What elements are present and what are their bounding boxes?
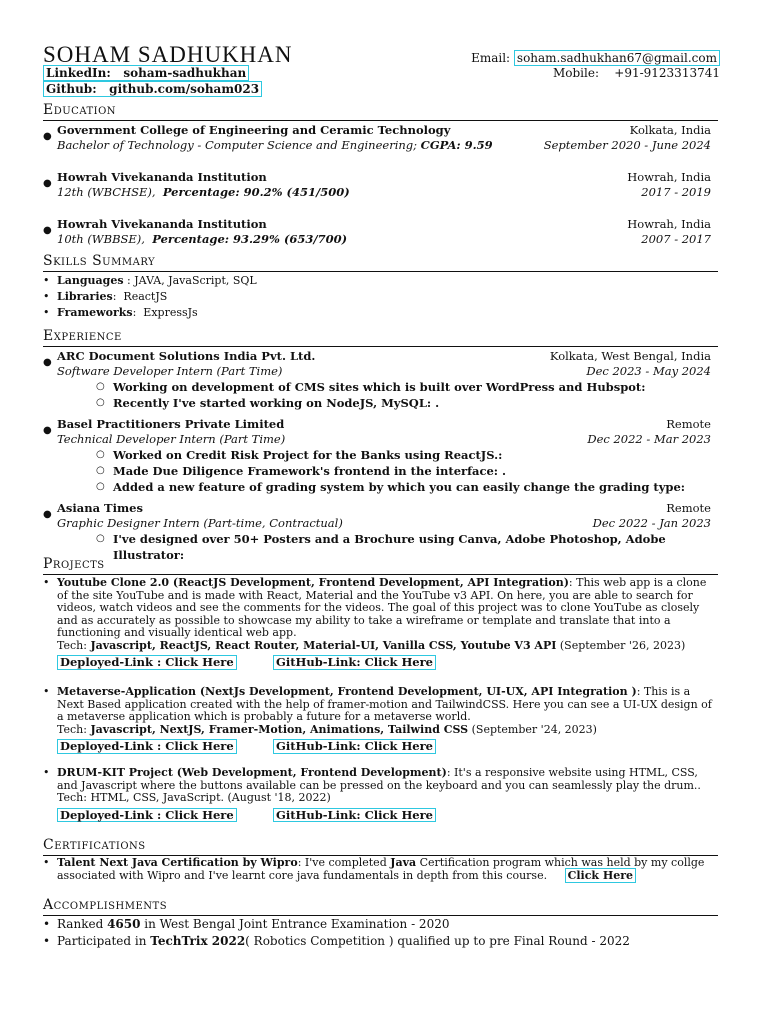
skill-sep: : (132, 306, 144, 319)
bullet: ● (43, 225, 52, 236)
linkedin-label: LinkedIn: (46, 66, 111, 80)
experience-point: ○ Made Due Diligence Framework's frontend in the interface: . (43, 463, 719, 479)
skill-item (43, 289, 719, 305)
experience-point: ○ Worked on Credit Risk Project for the Banks using ReactJS.: (43, 447, 719, 463)
cert-title: Talent Next Java Certification by Wipro (57, 856, 298, 869)
section-education: Education (43, 102, 718, 121)
github-value: github.com/soham023 (109, 82, 260, 96)
tech-label: Tech: (57, 638, 91, 652)
project-desc: : It's a responsive website using HTML, CSS, and Javascript where the buttons available can be pressed on the keyboard and you can seamlessly play the drum.. (57, 766, 701, 792)
github-link[interactable]: GitHub-Link: Click Here (273, 808, 436, 823)
linkedin-value: soham-sadhukhan (123, 66, 247, 80)
dates: Dec 2022 - Jan 2023 (592, 516, 711, 530)
project-entry (43, 686, 719, 755)
dates: Dec 2023 - May 2024 (586, 364, 711, 378)
accomplishment-item (43, 933, 630, 950)
bullet: ● (43, 178, 52, 189)
linkedin-link[interactable] (43, 65, 249, 81)
skill-label: Libraries (57, 290, 113, 303)
deployed-link[interactable]: Deployed-Link : Click Here (57, 808, 237, 823)
project-tech: Javascript, ReactJS, React Router, Material-UI, Vanilla CSS, Youtube V3 API (90, 638, 557, 652)
experience-point: ○ I've designed over 50+ Posters and a Brochure using Canva, Adobe Photoshop, Adobe Illustrator: (43, 531, 719, 563)
project-title: Metaverse-Application (NextJs Development, Frontend Development, UI-UX, API Integration ) (57, 685, 637, 698)
role: Software Developer Intern (Part Time) (57, 364, 283, 378)
degree: Bachelor of Technology - Computer Science and Engineering; (57, 138, 418, 152)
skill-value: JAVA, JavaScript, SQL (134, 274, 257, 287)
score: CGPA: 9.59 (420, 138, 493, 152)
mobile-row (553, 66, 720, 80)
location: Remote (666, 501, 711, 515)
project-title: DRUM-KIT Project (Web Development, Frontend Development) (57, 766, 447, 779)
tech-label: Tech: (57, 722, 91, 736)
experience-point: ○ Working on development of CMS sites which is built over WordPress and Hubspot: (43, 379, 719, 395)
degree: 12th (WBCHSE), (57, 185, 156, 199)
tech-label: Tech: (57, 791, 91, 804)
candidate-name: SOHAM SADHUKHAN (43, 42, 293, 67)
skill-sep: : (123, 274, 135, 287)
project-desc: : This web app is a clone of the site YouTube and is made with React, Material and the YouTube v3 API. On here, you are able to search for videos, watch videos and see the comments for the videos. The goal of this project was to clone YouTube as closely and as accurately as possible to showcase my ability to take a wireframe or template and translate that into a functioning and visually identical web app. (57, 576, 707, 639)
score: Percentage: 93.29% (653/700) (152, 232, 348, 246)
skill-value: ReactJS (123, 290, 168, 303)
project-entry (43, 577, 719, 671)
accomplishment-item (43, 916, 449, 933)
bullet: ● (43, 509, 52, 520)
project-entry (43, 767, 719, 824)
acc-post: in West Bengal Joint Entrance Examination - 2020 (140, 917, 450, 931)
company: Asiana Times (57, 501, 143, 515)
deployed-link[interactable]: Deployed-Link : Click Here (57, 655, 237, 670)
role: Technical Developer Intern (Part Time) (57, 432, 286, 446)
skill-sep: : (112, 290, 124, 303)
email-label: Email: (471, 51, 511, 65)
degree: 10th (WBBSE), (57, 232, 145, 246)
location: Kolkata, West Bengal, India (549, 349, 711, 363)
experience-entry (43, 501, 719, 563)
dates: September 2020 - June 2024 (543, 138, 711, 152)
acc-post: ( Robotics Competition ) qualified up to pre Final Round - 2022 (245, 934, 630, 948)
cert-link[interactable]: Click Here (565, 868, 636, 883)
experience-entry (43, 349, 719, 411)
bullet: ● (43, 131, 52, 142)
project-desc: : This is a Next Based application created with the help of framer-motion and TailwindCSS. Here you can see a UI-UX design of a metaverse application which is probably a future for a metaverse world. (57, 685, 712, 723)
github-link[interactable] (43, 81, 262, 97)
project-date: (September '24, 2023) (468, 722, 597, 736)
mobile-value: +91-9123313741 (614, 66, 720, 80)
dates: Dec 2022 - Mar 2023 (587, 432, 711, 446)
github-link[interactable]: GitHub-Link: Click Here (273, 739, 436, 754)
company: Basel Practitioners Private Limited (57, 417, 285, 431)
education-entry (43, 217, 719, 247)
cert-pre: : I've completed (297, 856, 391, 869)
section-accomplishments: Accomplishments (43, 897, 718, 916)
dates: 2017 - 2019 (641, 185, 711, 199)
skill-item (43, 273, 719, 289)
score: Percentage: 90.2% (451/500) (162, 185, 350, 199)
location: Howrah, India (627, 217, 711, 231)
acc-bold: 4650 (107, 917, 141, 931)
email-link[interactable]: soham.sadhukhan67@gmail.com (514, 50, 720, 66)
section-skills: Skills Summary (43, 253, 718, 272)
acc-pre: Ranked (57, 917, 108, 931)
institution: Howrah Vivekananda Institution (57, 170, 267, 184)
email-row (471, 51, 720, 65)
section-experience: Experience (43, 328, 718, 347)
education-entry (43, 170, 719, 200)
education-entry (43, 123, 719, 153)
experience-point: ○ Added a new feature of grading system by which you can easily change the grading type: (43, 479, 719, 495)
cert-post: Certification program which was held by my collge associated with Wipro and I've learnt core java fundamentals in depth from this course. (57, 856, 705, 882)
experience-entry (43, 417, 719, 495)
project-date: (September '26, 2023) (556, 638, 686, 652)
skill-item (43, 305, 719, 321)
institution: Government College of Engineering and Ceramic Technology (57, 123, 451, 137)
bullet: ● (43, 425, 52, 436)
dates: 2007 - 2017 (641, 232, 711, 246)
project-tech: Javascript, NextJS, Framer-Motion, Animations, Tailwind CSS (90, 722, 469, 736)
cert-bold: Java (390, 856, 417, 869)
bullet: ● (43, 357, 52, 368)
location: Kolkata, India (629, 123, 711, 137)
github-label: Github: (46, 82, 97, 96)
role: Graphic Designer Intern (Part-time, Contractual) (57, 516, 343, 530)
github-row[interactable] (43, 82, 262, 96)
section-certifications: Certifications (43, 837, 718, 856)
skills-list (43, 273, 719, 321)
skill-label: Frameworks (57, 306, 133, 319)
deployed-link[interactable]: Deployed-Link : Click Here (57, 739, 237, 754)
mobile-label: Mobile: (552, 66, 599, 80)
project-tech: HTML, CSS, JavaScript. (90, 791, 225, 804)
skill-label: Languages (57, 274, 124, 287)
project-title: Youtube Clone 2.0 (ReactJS Development, Frontend Development, API Integration) (57, 576, 569, 589)
project-date: (August '18, 2022) (224, 791, 331, 804)
skill-value: ExpressJs (143, 306, 198, 319)
company: ARC Document Solutions India Pvt. Ltd. (57, 349, 316, 363)
certification-entry (43, 857, 719, 882)
acc-pre: Participated in (57, 934, 151, 948)
section-projects: Projects (43, 556, 718, 575)
experience-point: ○ Recently I've started working on NodeJS, MySQL: . (43, 395, 719, 411)
institution: Howrah Vivekananda Institution (57, 217, 267, 231)
linkedin-row[interactable] (43, 66, 249, 80)
location: Remote (666, 417, 711, 431)
github-link[interactable]: GitHub-Link: Click Here (273, 655, 436, 670)
location: Howrah, India (627, 170, 711, 184)
acc-bold: TechTrix 2022 (150, 934, 246, 948)
